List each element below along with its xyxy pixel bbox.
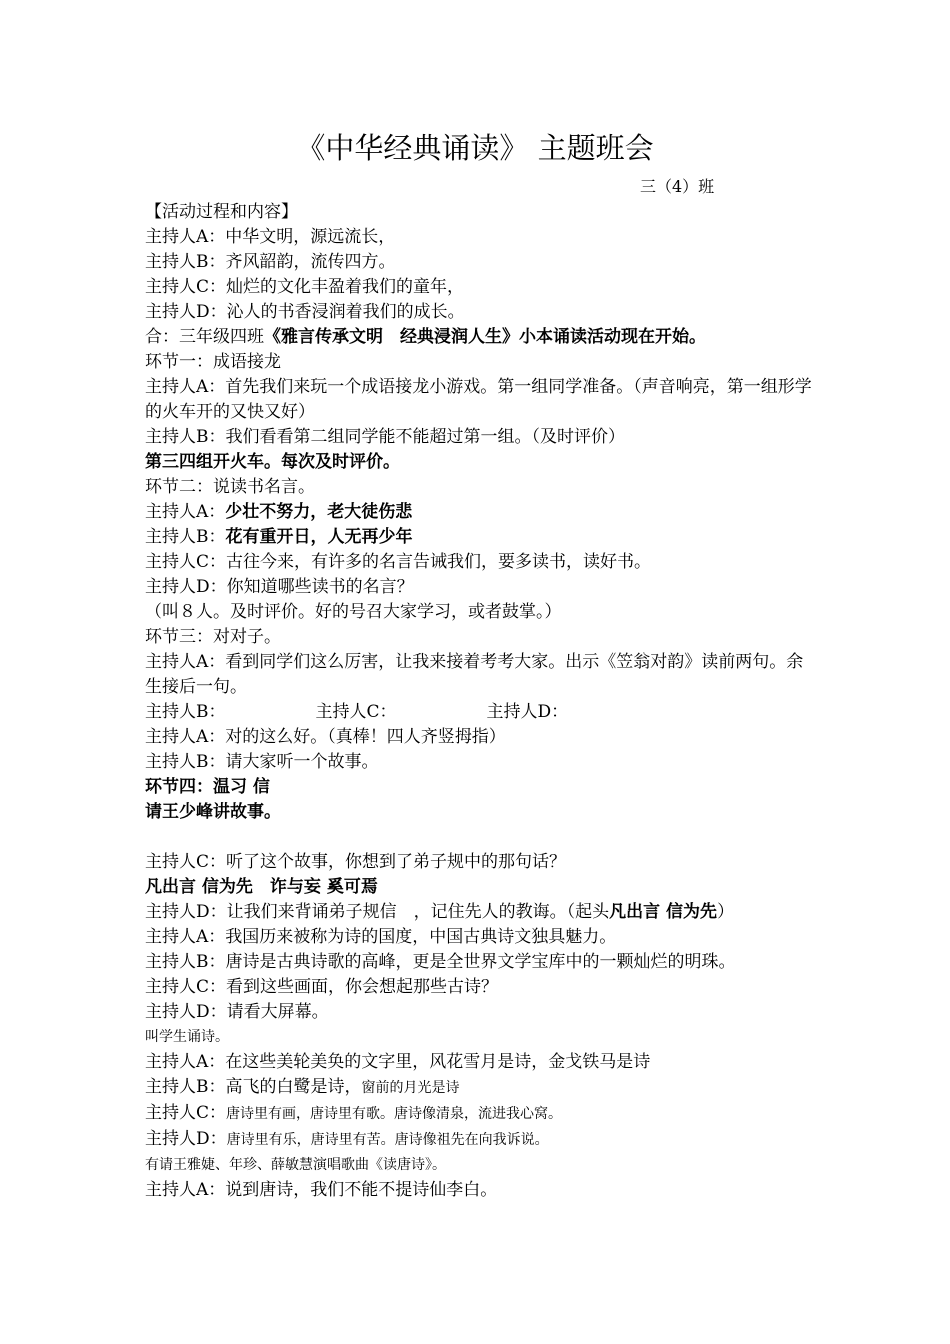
text-line: 主持人A：中华文明，源远流长，	[145, 227, 396, 247]
text-line	[145, 1127, 815, 1153]
bold-span: 花有重开日，人无再少年	[225, 527, 413, 547]
text-line	[145, 525, 815, 550]
text-line	[145, 700, 815, 725]
text-line	[145, 1101, 815, 1127]
text-span: ）	[717, 902, 735, 922]
text-line: 主持人C：听了这个故事，你想到了弟子规中的那句话？	[145, 852, 567, 872]
text-line: 主持人A：对的这么好。（真棒！四人齐竖拇指）	[145, 727, 506, 747]
text-line: 主持人B：请大家听一个故事。	[145, 752, 379, 772]
text-line: 主持人C：古往今来，有许多的名言告诫我们，要多读书，读好书。	[145, 552, 652, 572]
text-span: 主持人B：	[145, 702, 226, 722]
small-span: 唐诗里有乐，唐诗里有苦。唐诗像祖先在向我诉说。	[226, 1132, 549, 1148]
document-body	[145, 200, 815, 1203]
text-line: 主持人B：唐诗是古典诗歌的高峰，更是全世界文学宝库中的一颗灿烂的明珠。	[145, 952, 736, 972]
page-title: 《中华经典诵读》 主题班会	[296, 131, 654, 165]
text-line: 环节四：温习 信	[145, 777, 270, 797]
text-span: 合：三年级四班	[145, 327, 264, 347]
text-span: 主持人C：	[315, 702, 397, 722]
text-span: 主持人A：	[145, 502, 226, 522]
text-span: 主持人B：	[145, 527, 226, 547]
text-line	[145, 500, 815, 525]
text-line: 叫学生诵诗。	[145, 1029, 229, 1045]
bold-span: 少壮不努力，老大徒伤悲	[225, 502, 413, 522]
text-line	[145, 1075, 815, 1101]
small-span: 唐诗里有画，唐诗里有歌。唐诗像清泉，流进我心窝。	[226, 1106, 563, 1122]
text-span: 主持人C：	[145, 1103, 227, 1123]
text-line: 主持人B：我们看看第二组同学能不能超过第一组。（及时评价）	[145, 427, 625, 447]
text-span: 主持人D：	[145, 1129, 227, 1149]
text-line: 请王少峰讲故事。	[145, 802, 281, 822]
text-line: 主持人D：你知道哪些读书的名言？	[145, 577, 414, 597]
bold-span: 凡出言 信为先	[609, 902, 718, 922]
text-line: 主持人A：说到唐诗，我们不能不提诗仙李白。	[145, 1180, 498, 1200]
text-line: 主持人C：看到这些画面，你会想起那些古诗？	[145, 977, 499, 997]
text-line: 主持人D：请看大屏幕。	[145, 1002, 329, 1022]
text-line: 主持人D：沁人的书香浸润着我们的成长。	[145, 302, 465, 322]
text-line: 环节一：成语接龙	[145, 352, 281, 372]
text-span: 主持人D：让我们来背诵弟子规信 ，记住先人的教诲。（起头	[145, 902, 610, 922]
text-line: 主持人A：看到同学们这么厉害，让我来接着考考大家。出示《笠翁对韵》读前两句。余生接后一句。	[145, 652, 804, 697]
text-line: 有请王雅婕、年珍、薛敏慧演唱歌曲《读唐诗》。	[145, 1157, 446, 1173]
text-line: 第三四组开火车。每次及时评价。	[145, 452, 400, 472]
text-line: （叫８人。及时评价。好的号召大家学习，或者鼓掌。）	[145, 602, 562, 622]
text-line: 环节三：对对子。	[145, 627, 281, 647]
text-line: 主持人B：齐风韶韵，流传四方。	[145, 252, 396, 272]
text-line	[145, 325, 815, 350]
text-line: 凡出言 信为先 诈与妄 奚可焉	[145, 877, 378, 897]
small-span: 窗前的月光是诗	[361, 1080, 460, 1096]
class-name: 三（4）班	[640, 177, 715, 196]
text-line: 主持人A：首先我们来玩一个成语接龙小游戏。第一组同学准备。（声音响亮，第一组形学的火车开的又快又好）	[145, 377, 812, 422]
bold-span: 《雅言传承文明 经典浸润人生》小本诵读活动现在开始。	[264, 327, 706, 347]
text-line: 主持人A：在这些美轮美奂的文字里，风花雪月是诗，金戈铁马是诗	[145, 1052, 651, 1072]
text-span: 主持人B：高飞的白鹭是诗，	[145, 1077, 362, 1097]
text-span: 主持人D：	[486, 702, 569, 722]
text-line: 主持人A：我国历来被称为诗的国度，中国古典诗文独具魅力。	[145, 927, 617, 947]
text-line: 环节二：说读书名言。	[145, 477, 315, 497]
text-line	[145, 900, 815, 925]
section-heading: 【活动过程和内容】	[145, 202, 298, 222]
text-line: 主持人C：灿烂的文化丰盈着我们的童年，	[145, 277, 465, 297]
